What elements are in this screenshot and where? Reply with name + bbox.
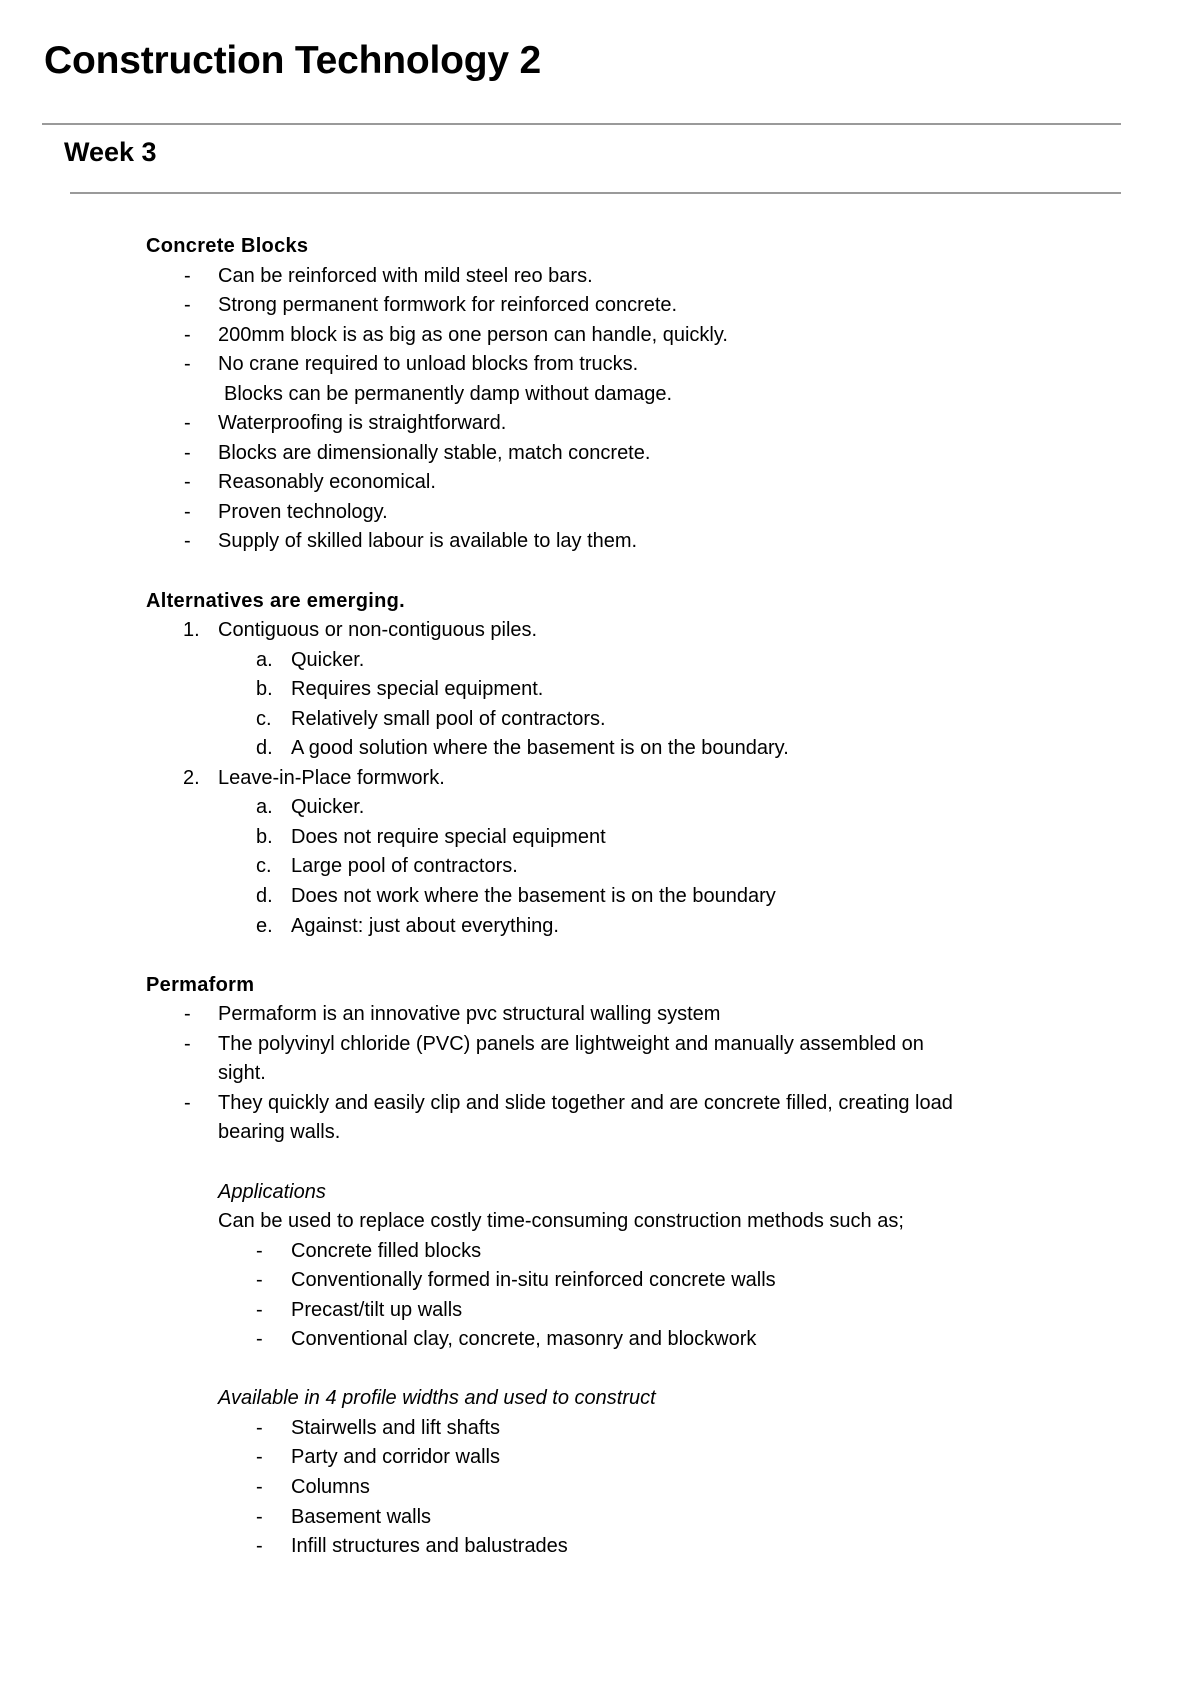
- subitem-text: Relatively small pool of contractors.: [291, 707, 606, 730]
- list-item-text: Blocks are dimensionally stable, match concrete.: [218, 441, 651, 464]
- bullet-dash: -: [256, 1446, 263, 1469]
- list-item-text: No crane required to unload blocks from trucks.: [218, 353, 639, 376]
- subitem-text: Large pool of contractors.: [291, 855, 518, 878]
- list-item-text: The polyvinyl chloride (PVC) panels are lightweight and manually assembled on: [218, 1032, 924, 1055]
- bullet-dash: -: [184, 323, 191, 346]
- list-item-text: sight.: [218, 1062, 266, 1085]
- list-item-text: bearing walls.: [218, 1121, 341, 1144]
- list-item-text: Conventional clay, concrete, masonry and blockwork: [291, 1328, 757, 1351]
- list-item: [0, 1503, 1200, 1533]
- bullet-dash: -: [184, 500, 191, 523]
- subitem-text: Against: just about everything.: [291, 914, 559, 937]
- week-divider: [70, 192, 1121, 194]
- list-item: [0, 439, 1200, 469]
- list-letter: c.: [256, 707, 272, 730]
- numbered-item-text: Contiguous or non-contiguous piles.: [218, 619, 538, 642]
- lettered-subitem: [0, 793, 1200, 823]
- lettered-subitem: [0, 705, 1200, 735]
- spacer: [0, 1148, 1200, 1178]
- list-item: [0, 262, 1200, 292]
- list-item-text: Blocks can be permanently damp without damage.: [224, 382, 673, 405]
- list-number: 2.: [183, 766, 200, 789]
- bullet-dash: -: [184, 1032, 191, 1055]
- subheading-applications: [0, 1178, 1200, 1208]
- list-item-text: Supply of skilled labour is available to lay them.: [218, 530, 638, 553]
- list-item: [0, 1414, 1200, 1444]
- section-heading-alternatives: [0, 587, 1200, 617]
- bullet-dash: -: [184, 1091, 191, 1114]
- list-item-text: Stairwells and lift shafts: [291, 1416, 500, 1439]
- section-heading-text: Alternatives are emerging.: [146, 589, 406, 612]
- list-item-text: Waterproofing is straightforward.: [218, 412, 507, 435]
- subitem-text: Requires special equipment.: [291, 678, 544, 701]
- lettered-subitem: [0, 675, 1200, 705]
- list-item: [0, 1000, 1200, 1030]
- list-item-continuation: [0, 380, 1200, 410]
- numbered-item: [0, 616, 1200, 646]
- section-heading-concrete-blocks: [0, 232, 1200, 262]
- bullet-dash: -: [184, 441, 191, 464]
- list-item: [0, 350, 1200, 380]
- list-item-text: Permaform is an innovative pvc structural walling system: [218, 1003, 721, 1026]
- title-divider: [42, 123, 1121, 125]
- paragraph-text: Can be used to replace costly time-consuming construction methods such as;: [218, 1210, 904, 1233]
- list-letter: c.: [256, 855, 272, 878]
- list-letter: a.: [256, 796, 273, 819]
- lettered-subitem: [0, 646, 1200, 676]
- list-item: [0, 409, 1200, 439]
- list-item: [0, 1266, 1200, 1296]
- list-item: [0, 1089, 1200, 1119]
- paragraph: [0, 1207, 1200, 1237]
- list-item-text: Precast/tilt up walls: [291, 1298, 463, 1321]
- list-item: [0, 1296, 1200, 1326]
- list-item-text: Columns: [291, 1475, 370, 1498]
- spacer: [0, 557, 1200, 587]
- subitem-text: Does not work where the basement is on the boundary: [291, 885, 776, 908]
- list-item-text: Basement walls: [291, 1505, 432, 1528]
- bullet-dash: -: [184, 412, 191, 435]
- list-item-text: Conventionally formed in-situ reinforced concrete walls: [291, 1269, 776, 1292]
- bullet-dash: -: [256, 1298, 263, 1321]
- bullet-dash: -: [256, 1239, 263, 1262]
- subitem-text: Quicker.: [291, 796, 365, 819]
- document-title: Construction Technology 2: [44, 39, 541, 82]
- section-heading-permaform: [0, 971, 1200, 1001]
- list-letter: d.: [256, 885, 273, 908]
- list-item: [0, 1443, 1200, 1473]
- list-item-continuation: [0, 1059, 1200, 1089]
- section-heading-text: Permaform: [146, 973, 255, 996]
- bullet-dash: -: [256, 1416, 263, 1439]
- list-letter: d.: [256, 737, 273, 760]
- lettered-subitem: [0, 852, 1200, 882]
- bullet-dash: -: [256, 1535, 263, 1558]
- document-body: [0, 232, 1200, 1562]
- list-item-text: Reasonably economical.: [218, 471, 436, 494]
- list-item: [0, 1030, 1200, 1060]
- bullet-dash: -: [184, 353, 191, 376]
- lettered-subitem: [0, 912, 1200, 942]
- list-item: [0, 1237, 1200, 1267]
- list-item-text: They quickly and easily clip and slide together and are concrete filled, creating load: [218, 1091, 953, 1114]
- list-item: [0, 291, 1200, 321]
- bullet-dash: -: [184, 264, 191, 287]
- list-item: [0, 1473, 1200, 1503]
- subheading-profiles: [0, 1384, 1200, 1414]
- list-item: [0, 498, 1200, 528]
- list-item: [0, 321, 1200, 351]
- subheading-text: Available in 4 profile widths and used to construct: [218, 1387, 656, 1410]
- subitem-text: A good solution where the basement is on the boundary.: [291, 737, 789, 760]
- subitem-text: Quicker.: [291, 648, 365, 671]
- list-item-text: Concrete filled blocks: [291, 1239, 482, 1262]
- list-item-text: 200mm block is as big as one person can handle, quickly.: [218, 323, 728, 346]
- subheading-text: Applications: [218, 1180, 326, 1203]
- spacer: [0, 941, 1200, 971]
- list-letter: b.: [256, 678, 273, 701]
- spacer: [0, 1355, 1200, 1385]
- list-item-text: Party and corridor walls: [291, 1446, 500, 1469]
- list-item-text: Can be reinforced with mild steel reo bars.: [218, 264, 593, 287]
- list-item: [0, 468, 1200, 498]
- list-letter: b.: [256, 825, 273, 848]
- bullet-dash: -: [256, 1475, 263, 1498]
- numbered-item-text: Leave-in-Place formwork.: [218, 766, 445, 789]
- section-heading-text: Concrete Blocks: [146, 235, 309, 257]
- week-heading: Week 3: [64, 137, 157, 167]
- bullet-dash: -: [184, 471, 191, 494]
- numbered-item: [0, 764, 1200, 794]
- list-item: [0, 1532, 1200, 1562]
- list-item: [0, 1325, 1200, 1355]
- list-item-text: Strong permanent formwork for reinforced concrete.: [218, 294, 678, 317]
- list-item-continuation: [0, 1118, 1200, 1148]
- list-item-text: Proven technology.: [218, 500, 388, 523]
- list-item-text: Infill structures and balustrades: [291, 1535, 568, 1558]
- bullet-dash: -: [256, 1505, 263, 1528]
- list-item: [0, 527, 1200, 557]
- lettered-subitem: [0, 734, 1200, 764]
- bullet-dash: -: [256, 1328, 263, 1351]
- bullet-dash: -: [184, 530, 191, 553]
- lettered-subitem: [0, 882, 1200, 912]
- bullet-dash: -: [256, 1269, 263, 1292]
- list-letter: e.: [256, 914, 273, 937]
- list-number: 1.: [183, 619, 200, 642]
- lettered-subitem: [0, 823, 1200, 853]
- bullet-dash: -: [184, 294, 191, 317]
- subitem-text: Does not require special equipment: [291, 825, 606, 848]
- bullet-dash: -: [184, 1003, 191, 1026]
- list-letter: a.: [256, 648, 273, 671]
